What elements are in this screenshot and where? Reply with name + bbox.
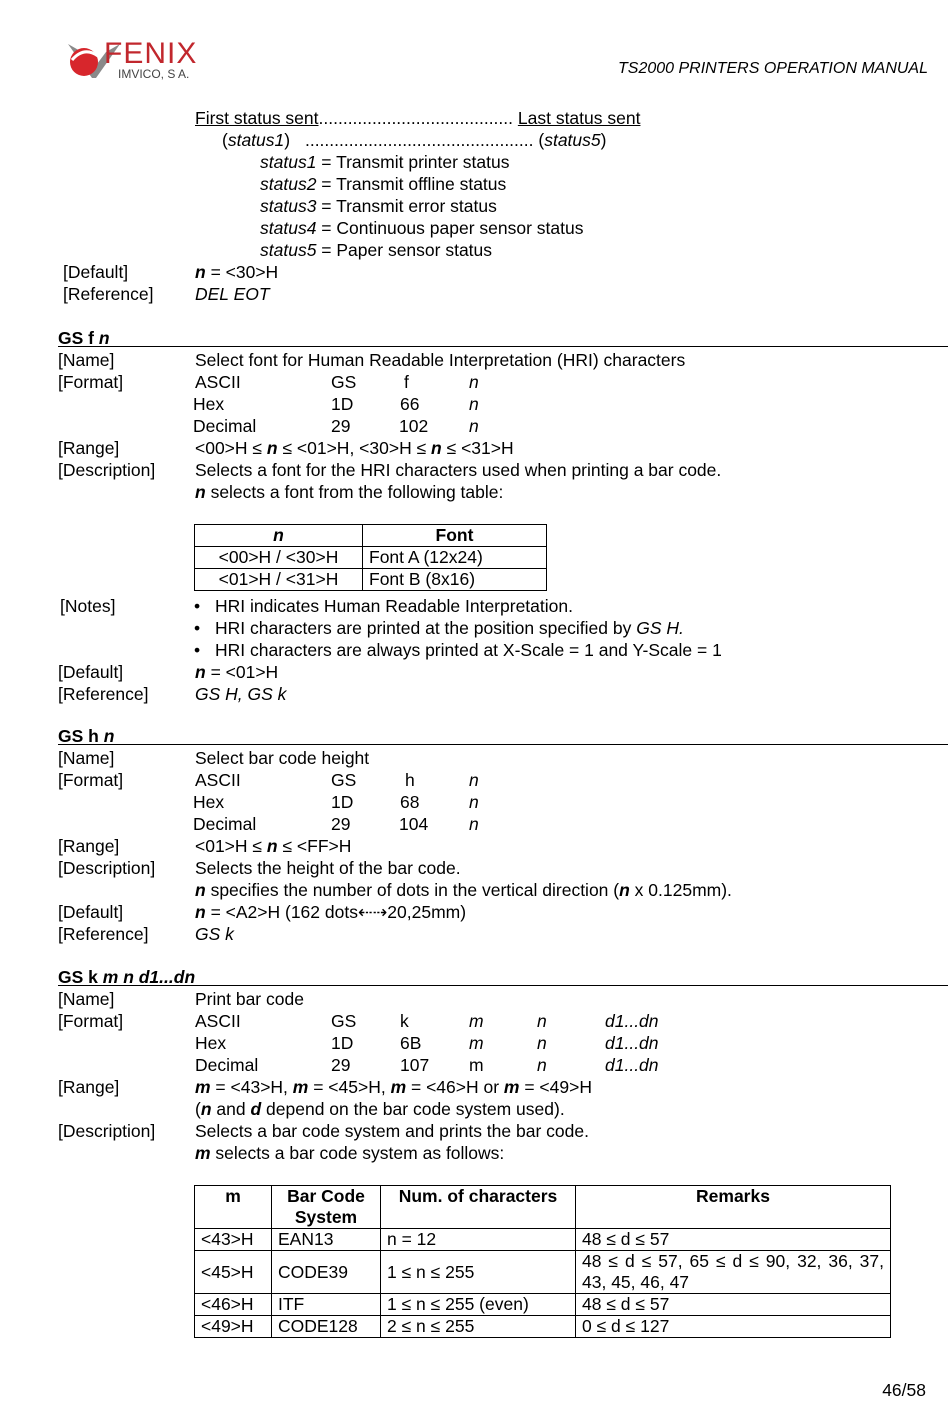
format-cell: Hex [195,1033,227,1053]
range-label: [Range] [58,836,120,856]
table-row [195,1251,891,1294]
note-text: HRI characters are printed at the position specified by [215,618,637,638]
command: GS f [58,328,94,348]
bullet: • [194,618,201,638]
barcode-table [194,1185,891,1338]
format-cell: 1D [331,394,354,414]
range-text: = <49>H [519,1077,592,1097]
status-range-line [222,130,606,151]
name-label: [Name] [58,989,115,1009]
reference-label: [Reference] [63,284,154,304]
gs-h-name: Select bar code height [195,748,370,768]
format-cell: Decimal [195,1055,259,1075]
format-cell: 29 [331,416,351,436]
format-cell: ASCII [195,1011,241,1031]
format-cell: d1...dn [605,1055,659,1075]
format-cell: f [404,372,409,392]
value: = <01>H [205,662,279,682]
gs-f-range [195,438,514,459]
format-cell: n [537,1011,547,1031]
paren-open: ( [195,1099,201,1119]
status-desc: = Continuous paper sensor status [316,218,584,238]
gs-f-desc2 [195,482,503,503]
note-item: HRI characters are always printed at X-Scale = 1 and Y-Scale = 1 [215,640,722,660]
table-cell: <46>H [195,1294,272,1316]
paren-close: ) [284,130,291,150]
table-cell: 1 ≤ n ≤ 255 [381,1251,576,1294]
table-cell: 48 ≤ d ≤ 57 [576,1294,891,1316]
range-text: <00>H ≤ [195,438,267,458]
param-n: n [195,482,206,502]
status-name: status2 [260,174,317,194]
description-label: [Description] [58,460,156,480]
default-label: [Default] [58,902,124,922]
command: GS k [58,967,98,987]
format-cell: 6B [400,1033,422,1053]
status5-term: status5 [544,130,601,150]
param-n: n [266,836,278,856]
format-cell: d1...dn [605,1033,659,1053]
format-cell: 107 [400,1055,430,1075]
format-cell: n [469,792,479,812]
status-item [260,218,583,239]
table-row [195,1294,891,1316]
table-row [195,569,547,591]
range-text: <01>H ≤ [195,836,267,856]
bullet: • [194,596,201,616]
section-rule [58,346,948,347]
gs-f-reference: GS H, GS k [195,684,287,704]
name-label: [Name] [58,748,115,768]
gs-k-desc2 [195,1143,504,1164]
table-cell: CODE128 [272,1316,381,1338]
header-cell: Font [363,525,547,547]
status-item [260,196,497,217]
description-label: [Description] [58,858,156,878]
table-cell: EAN13 [272,1229,381,1251]
gs-f-default [195,662,278,683]
table-cell: Font A (12x24) [363,547,547,569]
gs-k-desc1: Selects a bar code system and prints the bar code. [195,1121,589,1141]
param-n: n [195,902,206,922]
default-label: [Default] [58,662,124,682]
status-name: status1 [260,152,317,172]
default-label: [Default] [63,262,129,282]
gs-h-range [195,836,351,857]
param-n: n [619,880,630,900]
first-status-label: First status sent [195,108,319,128]
table-cell: <01>H / <31>H [195,569,363,591]
gs-h-reference: GS k [195,924,234,944]
section-rule [58,744,948,745]
table-cell: CODE39 [272,1251,381,1294]
param-m: m [292,1077,309,1097]
format-cell: k [400,1011,409,1031]
gs-h-default [195,902,466,923]
page-number: 46/58 [882,1380,926,1400]
status-name: status5 [260,240,317,260]
header-cell: Remarks [576,1186,891,1229]
format-cell: Hex [193,792,225,812]
table-row [195,1229,891,1251]
range-text: ≤ <01>H, <30>H ≤ [277,438,432,458]
status-desc: = Transmit printer status [316,152,510,172]
format-cell: GS [331,1011,357,1031]
format-cell: 104 [399,814,429,834]
range-text: = <46>H or [406,1077,504,1097]
status-name: status3 [260,196,317,216]
range-text: = <45>H, [308,1077,391,1097]
format-cell: n [469,416,479,436]
param-d: d [250,1099,262,1119]
param-m: m [195,1143,211,1163]
table-cell: Font B (8x16) [363,569,547,591]
value: = <A2>H (162 dots⇠⇢20,25mm) [205,902,467,922]
format-cell: h [405,770,415,790]
table-cell: 2 ≤ n ≤ 255 [381,1316,576,1338]
reference-value: DEL EOT [195,284,270,304]
table-cell: 1 ≤ n ≤ 255 (even) [381,1294,576,1316]
desc-text: selects a bar code system as follows: [210,1143,505,1163]
format-cell: 102 [399,416,429,436]
status-desc: = Transmit error status [316,196,497,216]
format-cell: n [469,394,479,414]
table-cell: n = 12 [381,1229,576,1251]
table-cell: <00>H / <30>H [195,547,363,569]
table-cell: <49>H [195,1316,272,1338]
default-value [195,262,278,283]
format-label: [Format] [58,770,124,790]
status-desc: = Transmit offline status [316,174,507,194]
command: GS h [58,726,99,746]
paren-close: ) [600,130,607,150]
param-n: n [431,438,442,458]
format-cell: Decimal [193,814,257,834]
header-cell: m [195,1186,272,1229]
gs-h-desc2 [195,880,732,901]
table-cell: 48 ≤ d ≤ 57, 65 ≤ d ≤ 90, 32, 36, 37, 43, 45, 46, 47 [576,1251,891,1294]
table-row [195,547,547,569]
param: n [98,328,110,348]
gs-f-desc1: Selects a font for the HRI characters used when printing a bar code. [195,460,722,480]
format-cell: GS [331,770,357,790]
desc-text: x 0.125mm). [629,880,732,900]
header-cell: n [195,525,363,547]
range-label: [Range] [58,438,120,458]
table-cell: <45>H [195,1251,272,1294]
status1-term: status1 [227,130,285,150]
gs-k-range2 [195,1099,565,1120]
format-cell: Hex [193,394,225,414]
format-cell: n [537,1033,547,1053]
format-cell: 66 [400,394,420,414]
paren-open: ( [222,130,228,150]
table-row [195,1316,891,1338]
range-text: and [211,1099,251,1119]
brand-subname: IMVICO, S A. [118,67,190,81]
brand-name: FENIX [104,37,198,70]
range-text: ≤ <FF>H [277,836,352,856]
gs-k-name: Print bar code [195,989,304,1009]
header-cell: Bar Code System [272,1186,381,1229]
params: m n d1...dn [102,967,196,987]
note-ref: GS H. [636,618,684,638]
bullet: • [194,640,201,660]
gs-f-name: Select font for Human Readable Interpretation (HRI) characters [195,350,686,370]
value: = <30>H [205,262,279,282]
table-header-row [195,525,547,547]
format-label: [Format] [58,372,124,392]
format-cell: ASCII [195,770,241,790]
status-item [260,240,492,261]
status-item [260,174,506,195]
paren-open: ( [538,130,545,150]
name-label: [Name] [58,350,115,370]
table-cell: ITF [272,1294,381,1316]
param-m: m [503,1077,520,1097]
leader-dots: ............................................... [304,130,534,150]
table-cell: 0 ≤ d ≤ 127 [576,1316,891,1338]
section-rule [58,985,948,986]
range-text: depend on the bar code system used). [261,1099,565,1119]
reference-label: [Reference] [58,924,149,944]
format-cell: m [469,1033,484,1053]
font-table [194,524,547,591]
desc-text: selects a font from the following table: [205,482,504,502]
last-status-label: Last status sent [517,108,641,128]
status-name: status4 [260,218,317,238]
table-header-row [195,1186,891,1229]
status-desc: = Paper sensor status [316,240,493,260]
param-m: m [195,1077,211,1097]
format-cell: n [537,1055,547,1075]
param-n: n [195,662,206,682]
gs-k-range1 [195,1077,592,1098]
param-n: n [266,438,278,458]
format-cell: 1D [331,1033,354,1053]
param: n [103,726,115,746]
format-label: [Format] [58,1011,124,1031]
range-text: = <43>H, [210,1077,293,1097]
range-label: [Range] [58,1077,120,1097]
manual-title: TS2000 PRINTERS OPERATION MANUAL [618,60,928,77]
format-cell: m [469,1011,484,1031]
param-n: n [200,1099,212,1119]
format-cell: 68 [400,792,420,812]
param-n: n [195,262,206,282]
format-cell: ASCII [195,372,241,392]
format-cell: 29 [331,814,351,834]
format-cell: m [469,1055,484,1075]
reference-label: [Reference] [58,684,149,704]
table-cell: 48 ≤ d ≤ 57 [576,1229,891,1251]
note-item: HRI indicates Human Readable Interpretation. [215,596,573,616]
status-item [260,152,510,173]
param-n: n [195,880,206,900]
note-item [215,618,684,639]
desc-text: specifies the number of dots in the vertical direction ( [205,880,620,900]
format-cell: n [469,814,479,834]
param-m: m [390,1077,407,1097]
header-cell: Num. of characters [381,1186,576,1229]
format-cell: Decimal [193,416,257,436]
description-label: [Description] [58,1121,156,1141]
leader-dots: ........................................ [318,108,513,128]
gs-h-desc1: Selects the height of the bar code. [195,858,461,878]
status-sent-line [195,108,640,129]
format-cell: GS [331,372,357,392]
format-cell: d1...dn [605,1011,659,1031]
range-text: ≤ <31>H [441,438,514,458]
table-cell: <43>H [195,1229,272,1251]
format-cell: n [469,770,479,790]
format-cell: 1D [331,792,354,812]
notes-label: [Notes] [60,596,116,616]
format-cell: n [469,372,479,392]
format-cell: 29 [331,1055,351,1075]
